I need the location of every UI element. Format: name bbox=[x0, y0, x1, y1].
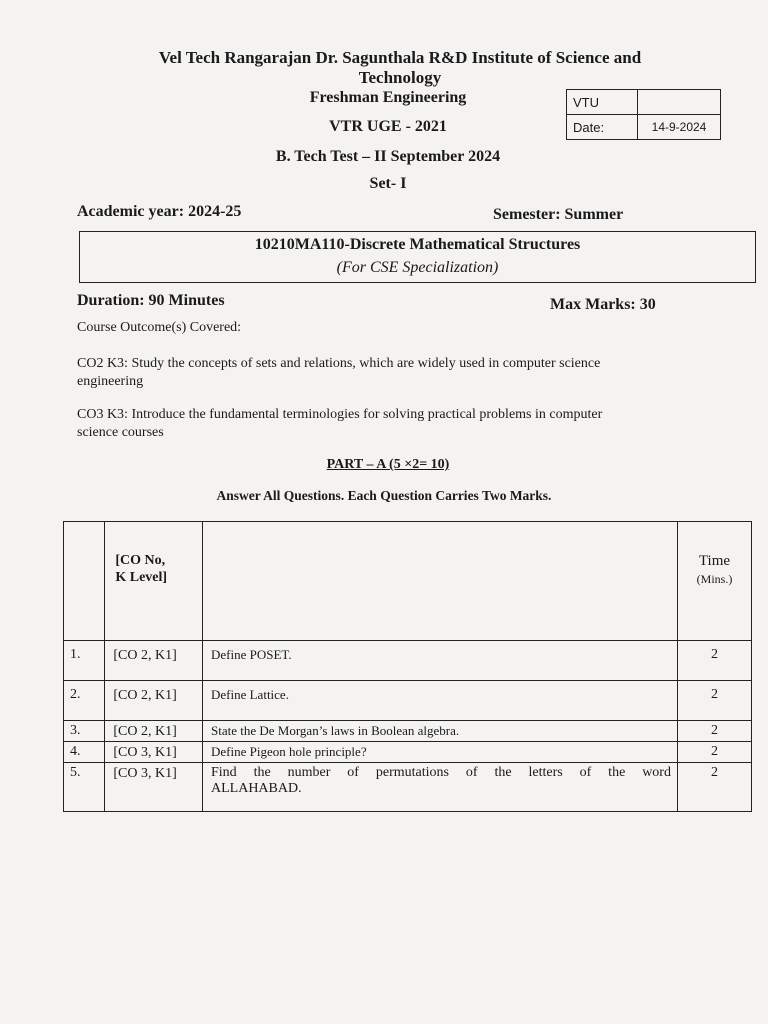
co2-line-1: CO2 K3: Study the concepts of sets and relations, which are widely used in computer science bbox=[77, 356, 601, 371]
set-label: Set- I bbox=[369, 175, 407, 192]
table-row bbox=[64, 681, 752, 721]
department: Freshman Engineering bbox=[309, 89, 467, 106]
institute-line-2: Technology bbox=[358, 68, 442, 87]
question-time: 2 bbox=[677, 742, 751, 763]
question-text-line-1: Find the number of permutations of the letters of the word bbox=[211, 765, 671, 780]
course-outcomes-heading: Course Outcome(s) Covered: bbox=[77, 320, 242, 335]
table-row bbox=[64, 721, 752, 742]
question-time: 2 bbox=[677, 763, 751, 812]
question-number: 1. bbox=[64, 641, 105, 681]
duration: Duration: 90 Minutes bbox=[77, 292, 225, 309]
semester: Semester: Summer bbox=[493, 206, 624, 223]
table-row bbox=[64, 763, 752, 812]
part-a-instruction: Answer All Questions. Each Question Carries Two Marks. bbox=[216, 488, 552, 503]
vtu-date-box bbox=[566, 89, 721, 140]
header-co-line-2: K Level] bbox=[115, 570, 168, 585]
questions-table bbox=[63, 521, 752, 812]
question-co-level: [CO 3, K1] bbox=[105, 742, 203, 763]
test-title: B. Tech Test – II September 2024 bbox=[275, 148, 501, 165]
question-co-level: [CO 2, K1] bbox=[105, 641, 203, 681]
question-number: 3. bbox=[64, 721, 105, 742]
table-header-row bbox=[64, 522, 752, 641]
question-number: 4. bbox=[64, 742, 105, 763]
question-text: Define Pigeon hole principle? bbox=[203, 742, 678, 763]
table-row bbox=[64, 742, 752, 763]
co2-line-2: engineering bbox=[77, 374, 144, 389]
question-number: 5. bbox=[64, 763, 105, 812]
header-time-cell bbox=[677, 522, 751, 641]
header-time-line-2: (Mins.) bbox=[696, 572, 733, 586]
header-num-cell bbox=[64, 522, 105, 641]
question-co-level: [CO 2, K1] bbox=[105, 681, 203, 721]
question-time: 2 bbox=[677, 641, 751, 681]
vtu-label: VTU bbox=[567, 90, 638, 115]
question-number: 2. bbox=[64, 681, 105, 721]
header-time-line-1: Time bbox=[698, 553, 731, 569]
vtu-value-field bbox=[638, 90, 721, 115]
question-time: 2 bbox=[677, 721, 751, 742]
academic-year: Academic year: 2024-25 bbox=[77, 203, 242, 220]
course-outcome-co2 bbox=[77, 355, 677, 391]
part-a-title: PART – A (5 ×2= 10) bbox=[326, 457, 450, 472]
co3-line-1: CO3 K3: Introduce the fundamental terminologies for solving practical problems in computer bbox=[77, 407, 603, 422]
max-marks: Max Marks: 30 bbox=[550, 296, 656, 313]
question-time: 2 bbox=[677, 681, 751, 721]
header-co-line-1: [CO No, bbox=[115, 553, 166, 568]
question-text: Define Lattice. bbox=[203, 681, 678, 721]
question-co-level: [CO 3, K1] bbox=[105, 763, 203, 812]
header-question-cell bbox=[203, 522, 678, 641]
regulation: VTR UGE - 2021 bbox=[329, 118, 447, 135]
institute-name bbox=[120, 48, 680, 88]
table-row bbox=[64, 641, 752, 681]
course-specialization: (For CSE Specialization) bbox=[336, 259, 499, 276]
institute-line-1: Vel Tech Rangarajan Dr. Sagunthala R&D Institute of Science and bbox=[158, 48, 642, 67]
course-title: 10210MA110-Discrete Mathematical Structures bbox=[254, 236, 581, 253]
course-outcome-co3 bbox=[77, 406, 677, 442]
question-co-level: [CO 2, K1] bbox=[105, 721, 203, 742]
co3-line-2: science courses bbox=[77, 425, 164, 440]
date-value: 14-9-2024 bbox=[638, 115, 721, 140]
question-text: Define POSET. bbox=[203, 641, 678, 681]
question-text: State the De Morgan’s laws in Boolean algebra. bbox=[203, 721, 678, 742]
question-text-line-2: ALLAHABAD. bbox=[211, 781, 302, 796]
date-label: Date: bbox=[567, 115, 638, 140]
header-co-cell bbox=[105, 522, 203, 641]
question-text bbox=[203, 763, 678, 812]
